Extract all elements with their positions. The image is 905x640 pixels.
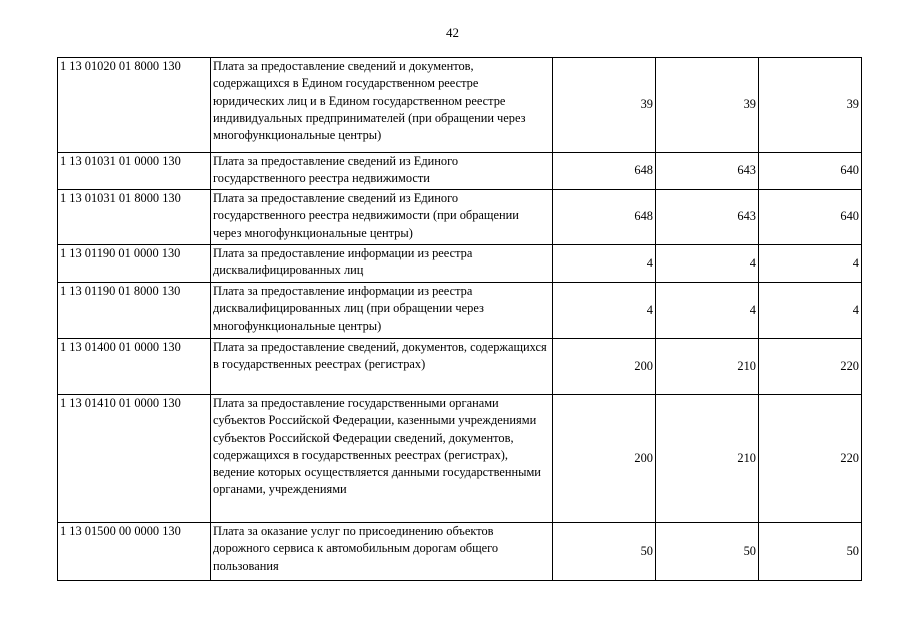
- row-value-year3: 4: [759, 283, 862, 339]
- table-row: [58, 523, 862, 581]
- row-value-year3: 640: [759, 190, 862, 245]
- row-code: 1 13 01031 01 0000 130: [58, 153, 211, 190]
- row-value-year2: 39: [656, 58, 759, 153]
- row-value-year1: 200: [553, 339, 656, 395]
- row-value-year2: 50: [656, 523, 759, 581]
- row-value-year3: 220: [759, 395, 862, 523]
- row-value-year3: 4: [759, 245, 862, 283]
- row-value-year3: 50: [759, 523, 862, 581]
- row-value-year3: 39: [759, 58, 862, 153]
- row-name: Плата за предоставление сведений из Единого государственного реестра недвижимости (при обращении через многофункциональные центры): [211, 190, 553, 245]
- row-name: Плата за предоставление информации из реестра дисквалифицированных лиц (при обращении через многофункциональные центры): [211, 283, 553, 339]
- row-value-year2: 4: [656, 245, 759, 283]
- row-code: 1 13 01020 01 8000 130: [58, 58, 211, 153]
- row-name: Плата за предоставление сведений, документов, содержащихся в государственных реестрах (регистрах): [211, 339, 553, 395]
- revenue-table: [57, 57, 862, 581]
- table-row: [58, 283, 862, 339]
- table-row: [58, 190, 862, 245]
- table-row: [58, 58, 862, 153]
- row-code: 1 13 01400 01 0000 130: [58, 339, 211, 395]
- row-value-year1: 4: [553, 283, 656, 339]
- row-name: Плата за предоставление сведений и документов, содержащихся в Едином государственном реестре юридических лиц и в Едином государственном реестре индивидуальных предпринимателей (при обращении через многофункциональные центры): [211, 58, 553, 153]
- table-row: [58, 245, 862, 283]
- page-number: 42: [446, 25, 459, 40]
- row-code: 1 13 01031 01 8000 130: [58, 190, 211, 245]
- table-row: [58, 153, 862, 190]
- row-value-year2: 210: [656, 395, 759, 523]
- row-value-year3: 220: [759, 339, 862, 395]
- row-value-year1: 648: [553, 153, 656, 190]
- row-code: 1 13 01410 01 0000 130: [58, 395, 211, 523]
- row-value-year2: 643: [656, 153, 759, 190]
- table-row: [58, 339, 862, 395]
- row-value-year1: 4: [553, 245, 656, 283]
- row-name: Плата за оказание услуг по присоединению объектов дорожного сервиса к автомобильным дорогам общего пользования: [211, 523, 553, 581]
- row-value-year2: 643: [656, 190, 759, 245]
- row-name: Плата за предоставление информации из реестра дисквалифицированных лиц: [211, 245, 553, 283]
- row-value-year2: 210: [656, 339, 759, 395]
- row-value-year3: 640: [759, 153, 862, 190]
- row-value-year2: 4: [656, 283, 759, 339]
- row-code: 1 13 01190 01 8000 130: [58, 283, 211, 339]
- row-value-year1: 200: [553, 395, 656, 523]
- row-value-year1: 39: [553, 58, 656, 153]
- table-row: [58, 395, 862, 523]
- row-code: 1 13 01190 01 0000 130: [58, 245, 211, 283]
- row-name: Плата за предоставление государственными органами субъектов Российской Федерации, казенными учреждениями субъектов Российской Федерации сведений, документов, содержащихся в государственных реестрах (регистрах), ведение которых осуществляется данными государственными органами, учреждениями: [211, 395, 553, 523]
- row-name: Плата за предоставление сведений из Единого государственного реестра недвижимости: [211, 153, 553, 190]
- row-code: 1 13 01500 00 0000 130: [58, 523, 211, 581]
- row-value-year1: 648: [553, 190, 656, 245]
- row-value-year1: 50: [553, 523, 656, 581]
